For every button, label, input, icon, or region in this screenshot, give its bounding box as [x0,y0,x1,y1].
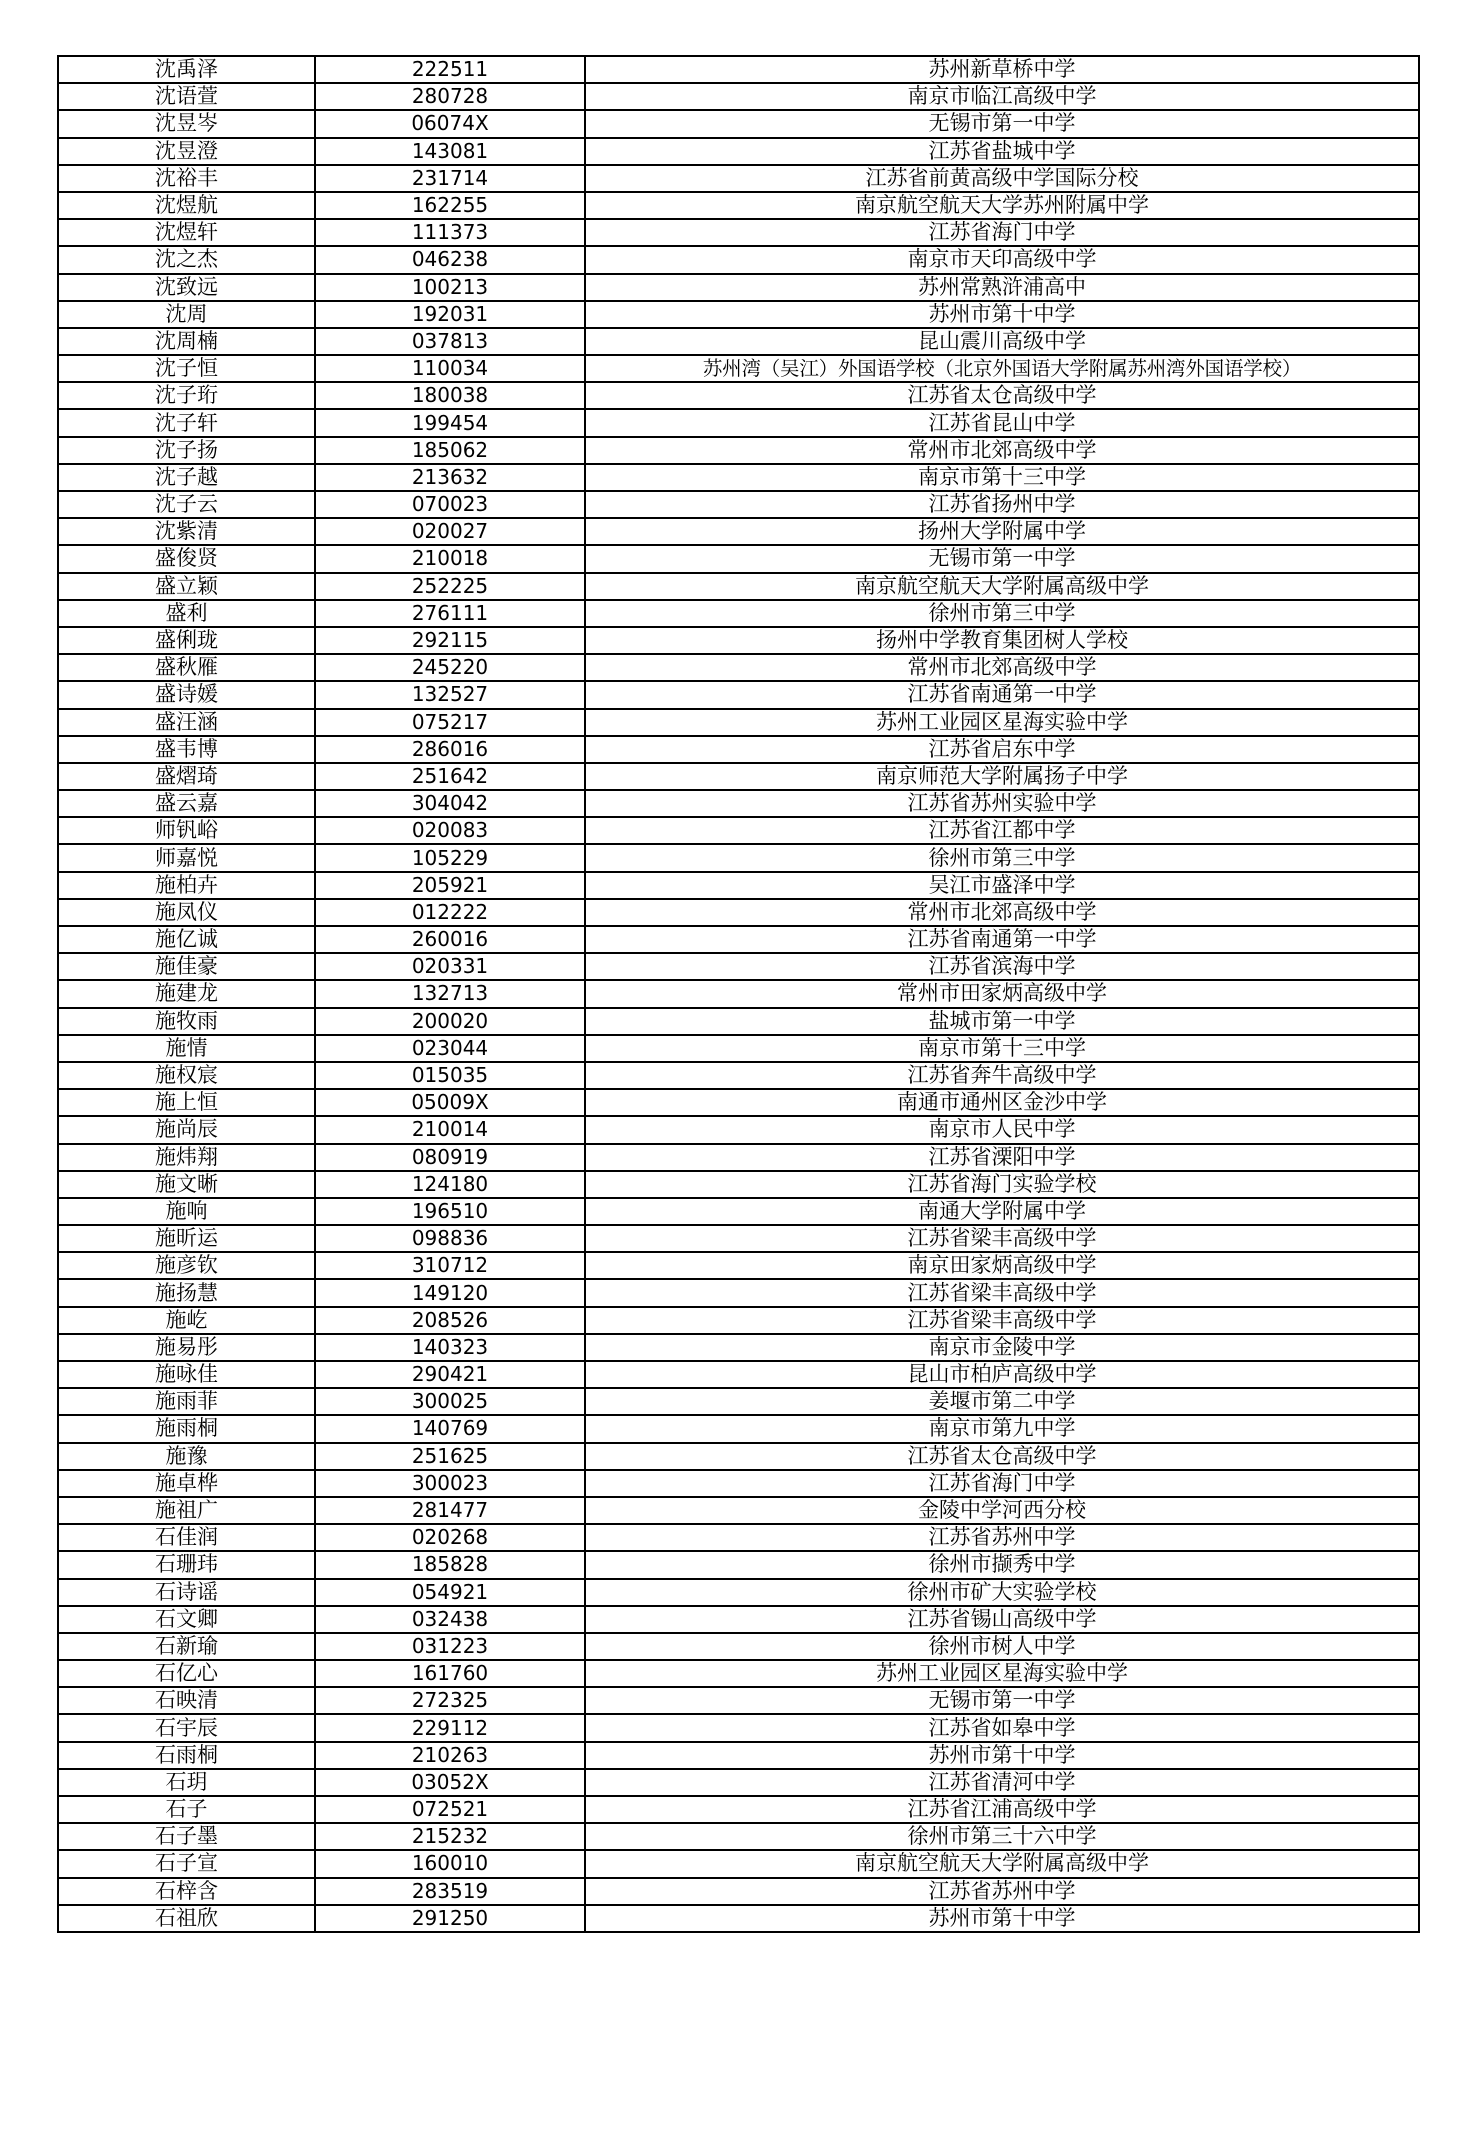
student-id-cell: 149120 [315,1279,585,1306]
student-id-cell: 245220 [315,654,585,681]
school-name-cell: 南京市临江高级中学 [585,83,1419,110]
student-name-cell: 沈子越 [58,464,315,491]
student-name-cell: 施响 [58,1198,315,1225]
school-name-cell: 无锡市第一中学 [585,545,1419,572]
student-id-cell: 281477 [315,1497,585,1524]
school-name-cell: 江苏省清河中学 [585,1769,1419,1796]
school-name-cell: 常州市田家炳高级中学 [585,980,1419,1007]
student-id-cell: 286016 [315,736,585,763]
student-id-cell: 185828 [315,1551,585,1578]
table-row [58,1116,1419,1143]
school-name-cell: 常州市北郊高级中学 [585,899,1419,926]
table-row [58,1388,1419,1415]
table-row [58,328,1419,355]
school-name-cell: 江苏省启东中学 [585,736,1419,763]
student-name-cell: 盛韦博 [58,736,315,763]
table-row [58,1252,1419,1279]
student-name-cell: 施屹 [58,1307,315,1334]
table-row [58,464,1419,491]
student-name-cell: 盛秋雁 [58,654,315,681]
table-row [58,1850,1419,1877]
table-row [58,1660,1419,1687]
student-id-cell: 100213 [315,274,585,301]
school-name-cell: 徐州市第三十六中学 [585,1823,1419,1850]
student-name-cell: 石新瑜 [58,1633,315,1660]
student-id-cell: 031223 [315,1633,585,1660]
student-id-cell: 105229 [315,844,585,871]
school-name-cell: 江苏省奔牛高级中学 [585,1062,1419,1089]
student-name-cell: 石文卿 [58,1606,315,1633]
student-name-cell: 施亿诚 [58,926,315,953]
student-id-cell: 196510 [315,1198,585,1225]
table-row [58,1171,1419,1198]
student-id-cell: 304042 [315,790,585,817]
student-id-cell: 124180 [315,1171,585,1198]
student-name-cell: 施权宸 [58,1062,315,1089]
student-id-cell: 070023 [315,491,585,518]
student-name-cell: 沈子轩 [58,409,315,436]
school-name-cell: 江苏省梁丰高级中学 [585,1279,1419,1306]
student-id-cell: 291250 [315,1905,585,1932]
student-id-cell: 283519 [315,1878,585,1905]
school-name-cell: 江苏省南通第一中学 [585,926,1419,953]
table-row [58,409,1419,436]
student-id-cell: 098836 [315,1225,585,1252]
student-id-cell: 162255 [315,192,585,219]
table-row [58,1905,1419,1932]
table-row [58,1089,1419,1116]
student-name-cell: 盛俊贤 [58,545,315,572]
school-name-cell: 苏州工业园区星海实验中学 [585,709,1419,736]
student-id-cell: 05009X [315,1089,585,1116]
student-id-cell: 143081 [315,138,585,165]
student-name-cell: 施雨桐 [58,1415,315,1442]
student-name-cell: 施昕运 [58,1225,315,1252]
school-name-cell: 南京市金陵中学 [585,1334,1419,1361]
school-name-cell: 江苏省溧阳中学 [585,1144,1419,1171]
student-name-cell: 石梓含 [58,1878,315,1905]
student-id-cell: 132713 [315,980,585,1007]
school-name-cell: 苏州市第十中学 [585,1742,1419,1769]
school-name-cell: 南京市人民中学 [585,1116,1419,1143]
table-row [58,1796,1419,1823]
student-name-cell: 盛汪涵 [58,709,315,736]
school-name-cell: 江苏省如皋中学 [585,1714,1419,1741]
student-id-cell: 192031 [315,301,585,328]
student-id-cell: 200020 [315,1008,585,1035]
student-name-cell: 施易彤 [58,1334,315,1361]
student-name-cell: 施咏佳 [58,1361,315,1388]
table-row [58,1062,1419,1089]
student-name-cell: 施卓桦 [58,1470,315,1497]
student-id-cell: 032438 [315,1606,585,1633]
table-row [58,1497,1419,1524]
student-id-cell: 072521 [315,1796,585,1823]
student-name-cell: 施牧雨 [58,1008,315,1035]
table-row [58,1633,1419,1660]
school-name-cell: 苏州常熟浒浦高中 [585,274,1419,301]
student-name-cell: 石亿心 [58,1660,315,1687]
school-name-cell: 昆山震川高级中学 [585,328,1419,355]
student-name-cell: 沈周楠 [58,328,315,355]
school-name-cell: 扬州中学教育集团树人学校 [585,627,1419,654]
student-name-cell: 施炜翔 [58,1144,315,1171]
student-name-cell: 盛立颖 [58,573,315,600]
table-row [58,355,1419,382]
table-row [58,654,1419,681]
student-name-cell: 石珊玮 [58,1551,315,1578]
student-id-cell: 03052X [315,1769,585,1796]
student-name-cell: 施情 [58,1035,315,1062]
student-id-cell: 199454 [315,409,585,436]
student-id-cell: 132527 [315,681,585,708]
student-id-cell: 020268 [315,1524,585,1551]
student-id-cell: 210018 [315,545,585,572]
student-id-cell: 160010 [315,1850,585,1877]
table-row [58,1035,1419,1062]
table-row [58,192,1419,219]
school-name-cell: 江苏省南通第一中学 [585,681,1419,708]
table-row [58,1415,1419,1442]
student-id-cell: 215232 [315,1823,585,1850]
student-name-cell: 石映清 [58,1687,315,1714]
table-row [58,1524,1419,1551]
school-name-cell: 南京市第十三中学 [585,464,1419,491]
school-name-cell: 南京航空航天大学苏州附属中学 [585,192,1419,219]
table-row [58,1470,1419,1497]
school-name-cell: 江苏省梁丰高级中学 [585,1307,1419,1334]
student-id-cell: 272325 [315,1687,585,1714]
student-name-cell: 盛云嘉 [58,790,315,817]
student-name-cell: 石子 [58,1796,315,1823]
student-id-cell: 046238 [315,246,585,273]
student-id-cell: 037813 [315,328,585,355]
table-row [58,1551,1419,1578]
school-name-cell: 江苏省海门实验学校 [585,1171,1419,1198]
table-row [58,1334,1419,1361]
table-row [58,110,1419,137]
school-name-cell: 徐州市矿大实验学校 [585,1579,1419,1606]
student-id-cell: 208526 [315,1307,585,1334]
student-id-cell: 252225 [315,573,585,600]
student-name-cell: 沈紫清 [58,518,315,545]
student-id-cell: 210014 [315,1116,585,1143]
table-row [58,872,1419,899]
school-name-cell: 江苏省太仓高级中学 [585,1443,1419,1470]
school-name-cell: 江苏省太仓高级中学 [585,382,1419,409]
school-name-cell: 徐州市第三中学 [585,600,1419,627]
student-name-cell: 师钒峪 [58,817,315,844]
school-name-cell: 江苏省苏州中学 [585,1524,1419,1551]
student-name-cell: 施彦钦 [58,1252,315,1279]
school-name-cell: 常州市北郊高级中学 [585,437,1419,464]
table-row [58,1307,1419,1334]
table-row [58,437,1419,464]
student-id-cell: 210263 [315,1742,585,1769]
roster-table [57,55,1420,1933]
school-name-cell: 南京市天印高级中学 [585,246,1419,273]
school-name-cell: 无锡市第一中学 [585,1687,1419,1714]
table-row [58,953,1419,980]
table-row [58,165,1419,192]
school-name-cell: 江苏省锡山高级中学 [585,1606,1419,1633]
school-name-cell: 常州市北郊高级中学 [585,654,1419,681]
table-row [58,382,1419,409]
table-row [58,763,1419,790]
school-name-cell: 江苏省梁丰高级中学 [585,1225,1419,1252]
student-id-cell: 276111 [315,600,585,627]
student-name-cell: 施豫 [58,1443,315,1470]
student-id-cell: 205921 [315,872,585,899]
school-name-cell: 江苏省滨海中学 [585,953,1419,980]
student-name-cell: 石子宣 [58,1850,315,1877]
table-row [58,491,1419,518]
school-name-cell: 扬州大学附属中学 [585,518,1419,545]
student-id-cell: 292115 [315,627,585,654]
school-name-cell: 江苏省苏州实验中学 [585,790,1419,817]
school-name-cell: 苏州新草桥中学 [585,56,1419,83]
school-name-cell: 南京市第十三中学 [585,1035,1419,1062]
student-name-cell: 施祖广 [58,1497,315,1524]
student-name-cell: 沈禹泽 [58,56,315,83]
table-row [58,246,1419,273]
table-row [58,301,1419,328]
table-row [58,627,1419,654]
student-name-cell: 沈子恒 [58,355,315,382]
school-name-cell: 盐城市第一中学 [585,1008,1419,1035]
student-id-cell: 251642 [315,763,585,790]
school-name-cell: 苏州市第十中学 [585,1905,1419,1932]
student-name-cell: 沈致远 [58,274,315,301]
table-row [58,1606,1419,1633]
student-id-cell: 015035 [315,1062,585,1089]
student-name-cell: 石佳润 [58,1524,315,1551]
table-row [58,899,1419,926]
school-name-cell: 昆山市柏庐高级中学 [585,1361,1419,1388]
student-name-cell: 盛熠琦 [58,763,315,790]
student-name-cell: 施上恒 [58,1089,315,1116]
student-id-cell: 222511 [315,56,585,83]
school-name-cell: 姜堰市第二中学 [585,1388,1419,1415]
school-name-cell: 徐州市第三中学 [585,844,1419,871]
student-id-cell: 229112 [315,1714,585,1741]
student-id-cell: 075217 [315,709,585,736]
table-row [58,1443,1419,1470]
table-row [58,1225,1419,1252]
table-row [58,1742,1419,1769]
table-row [58,1144,1419,1171]
table-row [58,56,1419,83]
table-row [58,681,1419,708]
student-id-cell: 185062 [315,437,585,464]
table-row [58,817,1419,844]
student-name-cell: 施建龙 [58,980,315,1007]
student-id-cell: 020083 [315,817,585,844]
student-name-cell: 石祖欣 [58,1905,315,1932]
school-name-cell: 江苏省盐城中学 [585,138,1419,165]
student-id-cell: 300025 [315,1388,585,1415]
table-row [58,1878,1419,1905]
student-name-cell: 石雨桐 [58,1742,315,1769]
school-name-cell: 江苏省江都中学 [585,817,1419,844]
table-row [58,1823,1419,1850]
school-name-cell: 南通大学附属中学 [585,1198,1419,1225]
table-row [58,573,1419,600]
school-name-cell: 徐州市撷秀中学 [585,1551,1419,1578]
student-name-cell: 沈子云 [58,491,315,518]
table-row [58,790,1419,817]
student-id-cell: 020331 [315,953,585,980]
table-row [58,926,1419,953]
student-id-cell: 300023 [315,1470,585,1497]
table-row [58,844,1419,871]
student-id-cell: 213632 [315,464,585,491]
student-name-cell: 施文晰 [58,1171,315,1198]
table-row [58,600,1419,627]
student-id-cell: 140769 [315,1415,585,1442]
student-id-cell: 280728 [315,83,585,110]
table-row [58,518,1419,545]
school-name-cell: 苏州湾（吴江）外国语学校（北京外国语大学附属苏州湾外国语学校） [585,355,1419,382]
student-id-cell: 054921 [315,1579,585,1606]
student-id-cell: 180038 [315,382,585,409]
school-name-cell: 南京市第九中学 [585,1415,1419,1442]
table-row [58,1279,1419,1306]
table-row [58,1769,1419,1796]
school-name-cell: 江苏省昆山中学 [585,409,1419,436]
student-name-cell: 石宇辰 [58,1714,315,1741]
school-name-cell: 徐州市树人中学 [585,1633,1419,1660]
table-row [58,1198,1419,1225]
student-name-cell: 施柏卉 [58,872,315,899]
student-name-cell: 施凤仪 [58,899,315,926]
student-id-cell: 290421 [315,1361,585,1388]
student-id-cell: 06074X [315,110,585,137]
school-name-cell: 南京航空航天大学附属高级中学 [585,1850,1419,1877]
student-id-cell: 310712 [315,1252,585,1279]
student-id-cell: 023044 [315,1035,585,1062]
student-name-cell: 盛诗媛 [58,681,315,708]
student-name-cell: 沈语萱 [58,83,315,110]
table-row [58,1579,1419,1606]
school-name-cell: 江苏省前黄高级中学国际分校 [585,165,1419,192]
table-row [58,1687,1419,1714]
student-name-cell: 沈煜轩 [58,219,315,246]
school-name-cell: 南京田家炳高级中学 [585,1252,1419,1279]
student-name-cell: 施雨菲 [58,1388,315,1415]
student-name-cell: 沈周 [58,301,315,328]
student-id-cell: 140323 [315,1334,585,1361]
table-row [58,83,1419,110]
table-row [58,709,1419,736]
student-name-cell: 沈煜航 [58,192,315,219]
student-id-cell: 020027 [315,518,585,545]
school-name-cell: 江苏省苏州中学 [585,1878,1419,1905]
student-name-cell: 沈昱岑 [58,110,315,137]
student-name-cell: 师嘉悦 [58,844,315,871]
school-name-cell: 苏州市第十中学 [585,301,1419,328]
school-name-cell: 南京航空航天大学附属高级中学 [585,573,1419,600]
roster-body [58,56,1419,1932]
student-id-cell: 260016 [315,926,585,953]
student-id-cell: 251625 [315,1443,585,1470]
student-name-cell: 盛俐珑 [58,627,315,654]
table-row [58,274,1419,301]
student-name-cell: 施佳豪 [58,953,315,980]
student-name-cell: 施扬慧 [58,1279,315,1306]
school-name-cell: 江苏省海门中学 [585,219,1419,246]
student-id-cell: 231714 [315,165,585,192]
student-id-cell: 012222 [315,899,585,926]
student-name-cell: 石诗谣 [58,1579,315,1606]
school-name-cell: 无锡市第一中学 [585,110,1419,137]
student-name-cell: 沈裕丰 [58,165,315,192]
student-name-cell: 石玥 [58,1769,315,1796]
student-id-cell: 161760 [315,1660,585,1687]
school-name-cell: 苏州工业园区星海实验中学 [585,1660,1419,1687]
table-row [58,219,1419,246]
table-row [58,1361,1419,1388]
table-row [58,980,1419,1007]
school-name-cell: 南京师范大学附属扬子中学 [585,763,1419,790]
table-row [58,545,1419,572]
school-name-cell: 金陵中学河西分校 [585,1497,1419,1524]
student-id-cell: 110034 [315,355,585,382]
table-row [58,736,1419,763]
student-name-cell: 石子墨 [58,1823,315,1850]
student-name-cell: 沈昱澄 [58,138,315,165]
table-row [58,1008,1419,1035]
student-id-cell: 080919 [315,1144,585,1171]
student-name-cell: 沈之杰 [58,246,315,273]
student-name-cell: 盛利 [58,600,315,627]
student-name-cell: 施尚辰 [58,1116,315,1143]
student-id-cell: 111373 [315,219,585,246]
school-name-cell: 江苏省江浦高级中学 [585,1796,1419,1823]
student-name-cell: 沈子扬 [58,437,315,464]
table-row [58,1714,1419,1741]
school-name-cell: 江苏省扬州中学 [585,491,1419,518]
table-row [58,138,1419,165]
school-name-cell: 江苏省海门中学 [585,1470,1419,1497]
school-name-cell: 南通市通州区金沙中学 [585,1089,1419,1116]
school-name-cell: 吴江市盛泽中学 [585,872,1419,899]
student-name-cell: 沈子珩 [58,382,315,409]
